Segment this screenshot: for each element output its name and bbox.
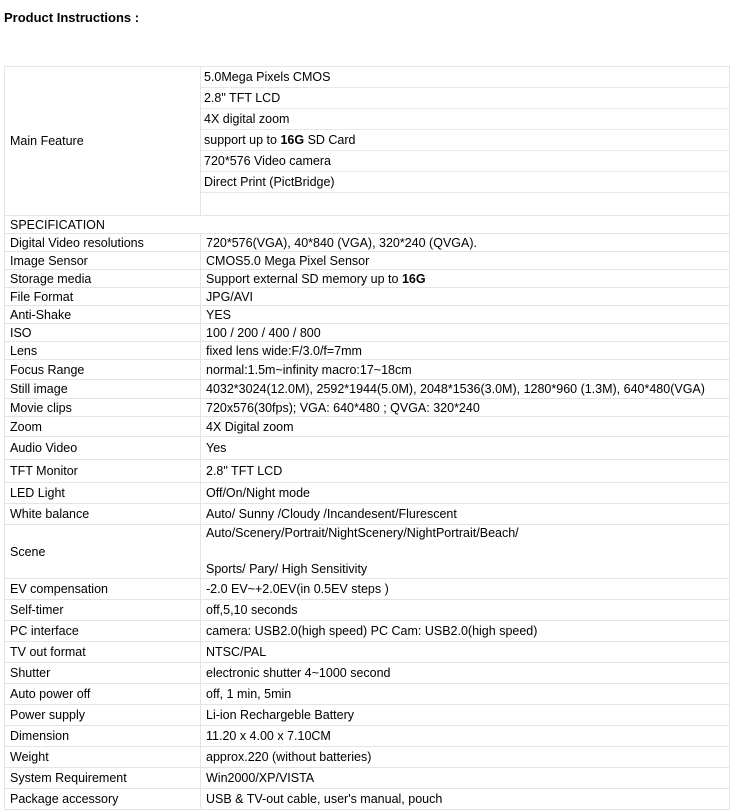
page-title: Product Instructions : <box>4 10 140 25</box>
spec-row <box>5 306 730 324</box>
spec-value <box>201 270 730 288</box>
spec-value: Yes <box>201 437 730 460</box>
spec-label: Shutter <box>5 663 201 684</box>
spec-label: White balance <box>5 504 201 525</box>
spec-row <box>5 684 730 705</box>
spec-row <box>5 460 730 483</box>
spec-value: Win2000/XP/VISTA <box>201 768 730 789</box>
spec-value-line: Auto/Scenery/Portrait/NightScenery/NightPortrait/Beach/ <box>206 526 519 540</box>
spec-row <box>5 705 730 726</box>
spec-value-line: Sports/ Pary/ High Sensitivity <box>206 562 368 576</box>
spec-row <box>5 579 730 600</box>
spec-label: Digital Video resolutions <box>5 234 201 252</box>
spec-table <box>4 66 730 810</box>
spec-value: Off/On/Night mode <box>201 483 730 504</box>
spec-row <box>5 234 730 252</box>
spec-row <box>5 399 730 417</box>
spec-value: fixed lens wide:F/3.0/f=7mm <box>201 342 730 360</box>
spec-label: Storage media <box>5 270 201 288</box>
spec-row <box>5 747 730 768</box>
spec-row <box>5 525 730 579</box>
spec-body <box>5 234 730 810</box>
spec-label: Anti-Shake <box>5 306 201 324</box>
spec-value: 720*576(VGA), 40*840 (VGA), 320*240 (QVGA). <box>201 234 730 252</box>
main-feature-row <box>5 67 730 216</box>
spec-label: TV out format <box>5 642 201 663</box>
spec-row <box>5 789 730 810</box>
spec-label: Dimension <box>5 726 201 747</box>
spec-value: Auto/ Sunny /Cloudy /Incandesent/Flurescent <box>201 504 730 525</box>
spec-value-text: Support external SD memory up to <box>206 271 402 286</box>
spec-label: EV compensation <box>5 579 201 600</box>
main-feature-label: Main Feature <box>5 67 201 216</box>
spec-label: Movie clips <box>5 399 201 417</box>
spec-header-row <box>5 216 730 234</box>
spec-row <box>5 252 730 270</box>
spec-row <box>5 288 730 306</box>
spec-label: Still image <box>5 380 201 399</box>
spec-value: JPG/AVI <box>201 288 730 306</box>
spec-label: Zoom <box>5 417 201 437</box>
feature-item: 5.0Mega Pixels CMOS <box>201 67 729 88</box>
spec-value: NTSC/PAL <box>201 642 730 663</box>
spec-value: CMOS5.0 Mega Pixel Sensor <box>201 252 730 270</box>
main-feature-list <box>201 67 729 215</box>
sd-size: 16G <box>280 133 305 147</box>
feature-item: 4X digital zoom <box>201 109 729 130</box>
spec-label: Lens <box>5 342 201 360</box>
spec-row <box>5 504 730 525</box>
spec-value: normal:1.5m~infinity macro:17~18cm <box>201 360 730 380</box>
spec-row <box>5 380 730 399</box>
spec-value: 2.8" TFT LCD <box>201 460 730 483</box>
spec-value-bold: 16G <box>401 271 426 286</box>
spec-value: off,5,10 seconds <box>201 600 730 621</box>
spec-row <box>5 483 730 504</box>
spec-label: Image Sensor <box>5 252 201 270</box>
spec-row <box>5 768 730 789</box>
feature-item-empty <box>201 193 729 216</box>
spec-value: off, 1 min, 5min <box>201 684 730 705</box>
spec-label: Power supply <box>5 705 201 726</box>
spec-row <box>5 642 730 663</box>
spec-value: USB & TV-out cable, user's manual, pouch <box>201 789 730 810</box>
spec-value: 11.20 x 4.00 x 7.10CM <box>201 726 730 747</box>
spec-label: Weight <box>5 747 201 768</box>
spec-value: 720x576(30fps); VGA: 640*480 ; QVGA: 320*240 <box>201 399 730 417</box>
spec-label: Focus Range <box>5 360 201 380</box>
spec-label: System Requirement <box>5 768 201 789</box>
feature-item: Direct Print (PictBridge) <box>201 172 729 193</box>
spec-row <box>5 324 730 342</box>
spec-label: PC interface <box>5 621 201 642</box>
spec-row <box>5 621 730 642</box>
spec-row <box>5 417 730 437</box>
spec-label: ISO <box>5 324 201 342</box>
feature-item-sd <box>201 130 729 151</box>
spec-row <box>5 726 730 747</box>
spec-label: Package accessory <box>5 789 201 810</box>
spec-label: LED Light <box>5 483 201 504</box>
sd-prefix: support up to <box>204 133 281 147</box>
spec-row <box>5 270 730 288</box>
spec-value <box>201 525 730 579</box>
feature-item: 720*576 Video camera <box>201 151 729 172</box>
spec-value: electronic shutter 4~1000 second <box>201 663 730 684</box>
spec-value: Li-ion Rechargeble Battery <box>201 705 730 726</box>
spec-label: Self-timer <box>5 600 201 621</box>
spec-label: Scene <box>5 525 201 579</box>
spec-value: 4032*3024(12.0M), 2592*1944(5.0M), 2048*1536(3.0M), 1280*960 (1.3M), 640*480(VGA) <box>201 380 730 399</box>
main-feature-cell <box>201 67 730 216</box>
spec-header: SPECIFICATION <box>5 216 730 234</box>
spec-row <box>5 360 730 380</box>
spec-label: Auto power off <box>5 684 201 705</box>
feature-item: 2.8" TFT LCD <box>201 88 729 109</box>
spec-row <box>5 600 730 621</box>
spec-value: -2.0 EV~+2.0EV(in 0.5EV steps ) <box>201 579 730 600</box>
spec-row <box>5 663 730 684</box>
spec-value: 4X Digital zoom <box>201 417 730 437</box>
spec-value: 100 / 200 / 400 / 800 <box>201 324 730 342</box>
spec-label: Audio Video <box>5 437 201 460</box>
sd-suffix: SD Card <box>304 133 356 147</box>
spec-value: YES <box>201 306 730 324</box>
spec-value: camera: USB2.0(high speed) PC Cam: USB2.0(high speed) <box>201 621 730 642</box>
spec-label: File Format <box>5 288 201 306</box>
spec-value: approx.220 (without batteries) <box>201 747 730 768</box>
spec-row <box>5 437 730 460</box>
spec-row <box>5 342 730 360</box>
spec-label: TFT Monitor <box>5 460 201 483</box>
